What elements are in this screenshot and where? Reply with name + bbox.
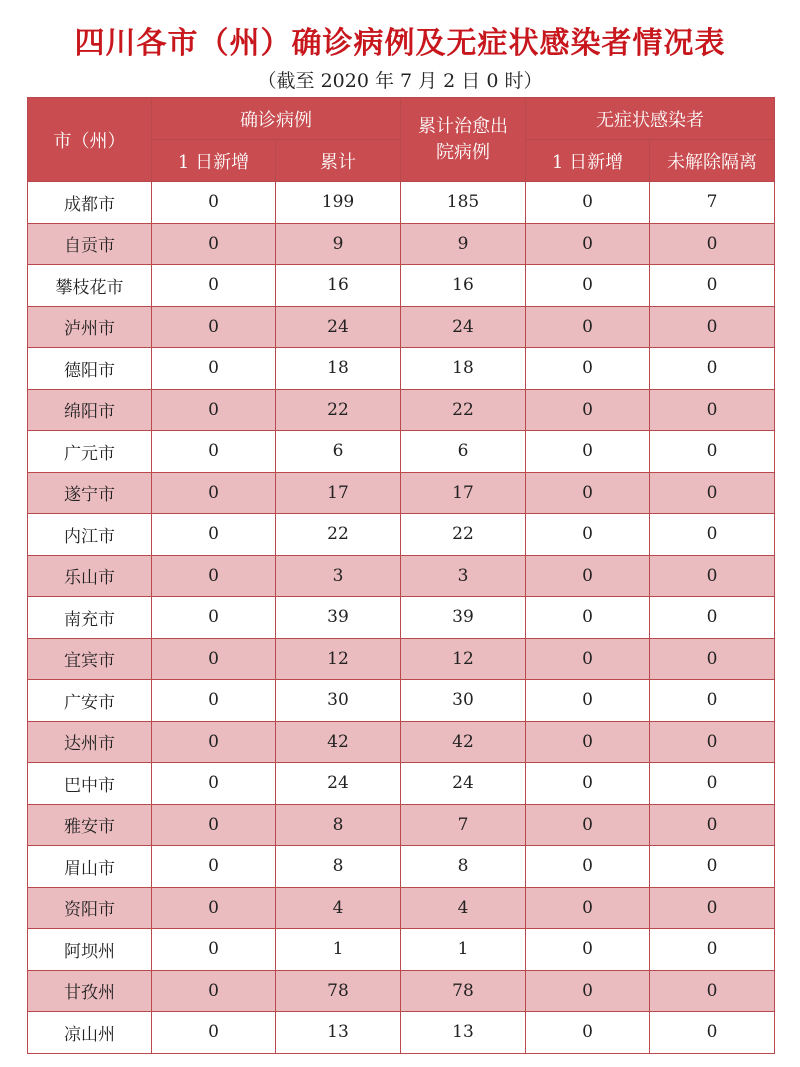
table-row xyxy=(28,929,775,971)
cell-discharged: 39 xyxy=(401,597,526,639)
cell-asym-new-1day: 0 xyxy=(526,431,650,473)
cell-city: 攀枝花市 xyxy=(28,265,152,307)
cell-discharged: 185 xyxy=(401,182,526,224)
cell-discharged: 4 xyxy=(401,887,526,929)
cell-asym-new-1day: 0 xyxy=(526,680,650,722)
table-row xyxy=(28,721,775,763)
cell-asym-new-1day: 0 xyxy=(526,514,650,556)
cell-discharged: 22 xyxy=(401,389,526,431)
cell-cumulative: 8 xyxy=(276,846,401,888)
table-row xyxy=(28,1012,775,1054)
cell-city: 巴中市 xyxy=(28,763,152,805)
cell-discharged: 13 xyxy=(401,1012,526,1054)
cell-asym-new-1day: 0 xyxy=(526,555,650,597)
cell-asym-new-1day: 0 xyxy=(526,970,650,1012)
cell-city: 泸州市 xyxy=(28,306,152,348)
cell-new-1day: 0 xyxy=(152,763,276,805)
table-row xyxy=(28,846,775,888)
cell-discharged: 18 xyxy=(401,348,526,390)
header-discharged-line1: 累计治愈出 xyxy=(418,115,508,137)
cell-not-released: 7 xyxy=(650,182,775,224)
cell-new-1day: 0 xyxy=(152,1012,276,1054)
cell-discharged: 1 xyxy=(401,929,526,971)
cell-new-1day: 0 xyxy=(152,182,276,224)
cell-new-1day: 0 xyxy=(152,265,276,307)
cell-asym-new-1day: 0 xyxy=(526,804,650,846)
cell-asym-new-1day: 0 xyxy=(526,763,650,805)
cell-city: 阿坝州 xyxy=(28,929,152,971)
cell-not-released: 0 xyxy=(650,970,775,1012)
cell-cumulative: 6 xyxy=(276,431,401,473)
cell-city: 广元市 xyxy=(28,431,152,473)
cell-new-1day: 0 xyxy=(152,431,276,473)
cell-city: 成都市 xyxy=(28,182,152,224)
cell-not-released: 0 xyxy=(650,846,775,888)
page-title: 四川各市（州）确诊病例及无症状感染者情况表 xyxy=(74,26,726,61)
cell-discharged: 24 xyxy=(401,306,526,348)
cell-asym-new-1day: 0 xyxy=(526,472,650,514)
cell-city: 绵阳市 xyxy=(28,389,152,431)
cell-asym-new-1day: 0 xyxy=(526,887,650,929)
cell-not-released: 0 xyxy=(650,929,775,971)
header-discharged-line2: 院病例 xyxy=(436,141,490,163)
cell-not-released: 0 xyxy=(650,1012,775,1054)
cell-discharged: 24 xyxy=(401,763,526,805)
cell-cumulative: 24 xyxy=(276,306,401,348)
header-discharged xyxy=(401,98,526,182)
cell-cumulative: 24 xyxy=(276,763,401,805)
cell-discharged: 22 xyxy=(401,514,526,556)
cell-discharged: 7 xyxy=(401,804,526,846)
table-row xyxy=(28,804,775,846)
cell-not-released: 0 xyxy=(650,431,775,473)
cell-not-released: 0 xyxy=(650,223,775,265)
cell-cumulative: 30 xyxy=(276,680,401,722)
header-city: 市（州） xyxy=(28,98,152,182)
header-confirmed-group: 确诊病例 xyxy=(152,98,401,140)
cell-new-1day: 0 xyxy=(152,970,276,1012)
cell-city: 遂宁市 xyxy=(28,472,152,514)
cell-discharged: 17 xyxy=(401,472,526,514)
cell-discharged: 12 xyxy=(401,638,526,680)
cell-cumulative: 39 xyxy=(276,597,401,639)
cell-new-1day: 0 xyxy=(152,514,276,556)
cell-city: 眉山市 xyxy=(28,846,152,888)
cell-new-1day: 0 xyxy=(152,887,276,929)
cell-cumulative: 22 xyxy=(276,514,401,556)
table-row xyxy=(28,306,775,348)
cell-city: 甘孜州 xyxy=(28,970,152,1012)
cell-new-1day: 0 xyxy=(152,472,276,514)
table-row xyxy=(28,348,775,390)
cell-city: 乐山市 xyxy=(28,555,152,597)
cell-not-released: 0 xyxy=(650,887,775,929)
table-row xyxy=(28,514,775,556)
cell-asym-new-1day: 0 xyxy=(526,265,650,307)
cell-cumulative: 22 xyxy=(276,389,401,431)
header-cumulative: 累计 xyxy=(276,140,401,182)
page-subtitle: （截至 2020 年 7 月 2 日 0 时） xyxy=(257,70,543,92)
cell-asym-new-1day: 0 xyxy=(526,348,650,390)
cell-not-released: 0 xyxy=(650,389,775,431)
table-header xyxy=(28,98,775,182)
cell-new-1day: 0 xyxy=(152,223,276,265)
cell-cumulative: 17 xyxy=(276,472,401,514)
cell-not-released: 0 xyxy=(650,472,775,514)
cell-asym-new-1day: 0 xyxy=(526,389,650,431)
table-row xyxy=(28,223,775,265)
header-asymptomatic-group: 无症状感染者 xyxy=(526,98,775,140)
cell-not-released: 0 xyxy=(650,721,775,763)
cell-discharged: 8 xyxy=(401,846,526,888)
cases-table xyxy=(27,97,775,1054)
cell-new-1day: 0 xyxy=(152,348,276,390)
cell-new-1day: 0 xyxy=(152,597,276,639)
cell-cumulative: 13 xyxy=(276,1012,401,1054)
cell-not-released: 0 xyxy=(650,348,775,390)
cell-new-1day: 0 xyxy=(152,638,276,680)
header-new-1day: 1 日新增 xyxy=(152,140,276,182)
table-row xyxy=(28,431,775,473)
cell-discharged: 6 xyxy=(401,431,526,473)
cell-cumulative: 16 xyxy=(276,265,401,307)
cell-city: 宜宾市 xyxy=(28,638,152,680)
cell-city: 资阳市 xyxy=(28,887,152,929)
cell-cumulative: 18 xyxy=(276,348,401,390)
cell-new-1day: 0 xyxy=(152,929,276,971)
header-asym-new-1day: 1 日新增 xyxy=(526,140,650,182)
cell-not-released: 0 xyxy=(650,763,775,805)
cell-discharged: 30 xyxy=(401,680,526,722)
table-row xyxy=(28,472,775,514)
table-row xyxy=(28,389,775,431)
cell-not-released: 0 xyxy=(650,265,775,307)
cell-new-1day: 0 xyxy=(152,804,276,846)
table-row xyxy=(28,638,775,680)
cell-city: 自贡市 xyxy=(28,223,152,265)
table-row xyxy=(28,597,775,639)
cell-asym-new-1day: 0 xyxy=(526,1012,650,1054)
cell-new-1day: 0 xyxy=(152,306,276,348)
cell-cumulative: 42 xyxy=(276,721,401,763)
cell-discharged: 16 xyxy=(401,265,526,307)
cell-city: 广安市 xyxy=(28,680,152,722)
cell-asym-new-1day: 0 xyxy=(526,638,650,680)
cell-asym-new-1day: 0 xyxy=(526,721,650,763)
table-row xyxy=(28,182,775,224)
cell-city: 德阳市 xyxy=(28,348,152,390)
table-row xyxy=(28,680,775,722)
cell-not-released: 0 xyxy=(650,804,775,846)
cell-city: 内江市 xyxy=(28,514,152,556)
table-row xyxy=(28,970,775,1012)
cell-cumulative: 12 xyxy=(276,638,401,680)
cell-city: 雅安市 xyxy=(28,804,152,846)
cell-asym-new-1day: 0 xyxy=(526,929,650,971)
table-body xyxy=(28,182,775,1054)
cell-cumulative: 78 xyxy=(276,970,401,1012)
cell-not-released: 0 xyxy=(650,638,775,680)
cell-asym-new-1day: 0 xyxy=(526,223,650,265)
table-row xyxy=(28,555,775,597)
header-not-released: 未解除隔离 xyxy=(650,140,775,182)
cell-cumulative: 9 xyxy=(276,223,401,265)
cell-cumulative: 4 xyxy=(276,887,401,929)
table-row xyxy=(28,265,775,307)
cell-asym-new-1day: 0 xyxy=(526,846,650,888)
cell-not-released: 0 xyxy=(650,597,775,639)
cell-city: 凉山州 xyxy=(28,1012,152,1054)
cell-new-1day: 0 xyxy=(152,846,276,888)
cell-cumulative: 8 xyxy=(276,804,401,846)
cell-not-released: 0 xyxy=(650,555,775,597)
cell-new-1day: 0 xyxy=(152,680,276,722)
cell-cumulative: 199 xyxy=(276,182,401,224)
cell-city: 达州市 xyxy=(28,721,152,763)
cell-new-1day: 0 xyxy=(152,555,276,597)
cell-not-released: 0 xyxy=(650,306,775,348)
cell-cumulative: 3 xyxy=(276,555,401,597)
cell-discharged: 3 xyxy=(401,555,526,597)
table-row xyxy=(28,887,775,929)
cell-not-released: 0 xyxy=(650,680,775,722)
table-row xyxy=(28,763,775,805)
cell-asym-new-1day: 0 xyxy=(526,597,650,639)
cell-not-released: 0 xyxy=(650,514,775,556)
cell-asym-new-1day: 0 xyxy=(526,306,650,348)
cell-asym-new-1day: 0 xyxy=(526,182,650,224)
cell-discharged: 42 xyxy=(401,721,526,763)
cell-new-1day: 0 xyxy=(152,389,276,431)
cell-new-1day: 0 xyxy=(152,721,276,763)
cell-discharged: 78 xyxy=(401,970,526,1012)
cell-city: 南充市 xyxy=(28,597,152,639)
cell-cumulative: 1 xyxy=(276,929,401,971)
cell-discharged: 9 xyxy=(401,223,526,265)
